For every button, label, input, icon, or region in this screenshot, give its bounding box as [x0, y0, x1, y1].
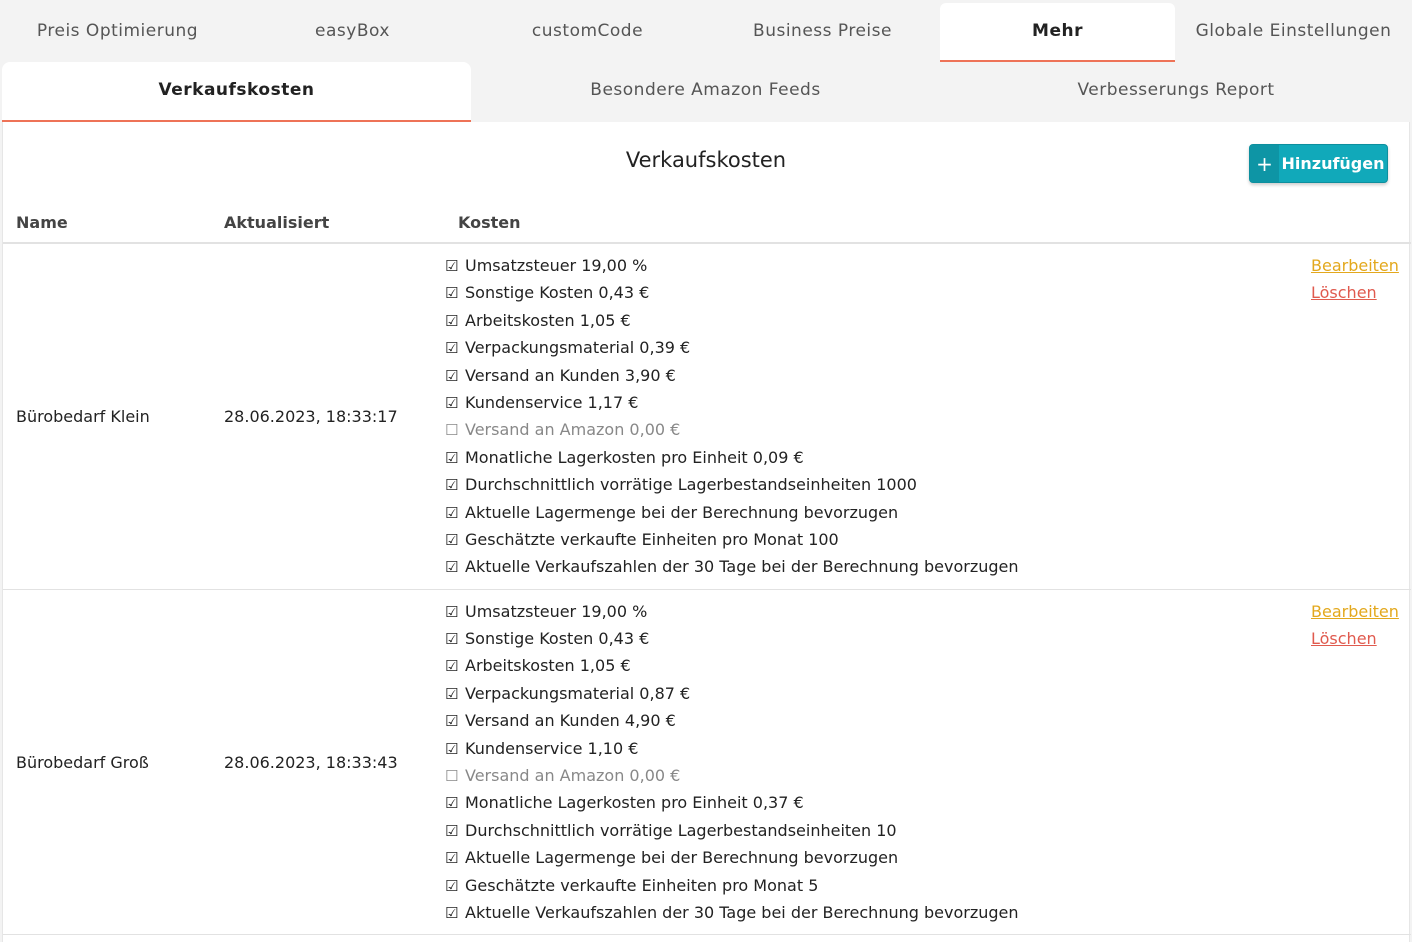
top-tab-bar: [0, 0, 1412, 62]
cost-item-text: Verpackungsmaterial 0,87 €: [465, 683, 691, 703]
cost-item-text: Aktuelle Lagermenge bei der Berechnung bevorzugen: [465, 848, 899, 868]
table-header-row: [3, 202, 1411, 243]
row-costs: [445, 589, 1298, 935]
cost-item-text: Durchschnittlich vorrätige Lagerbestandseinheiten 10: [465, 820, 897, 840]
checked-box-icon: ☑: [445, 684, 459, 703]
cost-item-text: Versand an Amazon 0,00 €: [465, 420, 681, 440]
cost-item-text: Aktuelle Lagermenge bei der Berechnung bevorzugen: [465, 502, 899, 522]
checked-box-icon: ☑: [445, 630, 459, 649]
cost-item-text: Monatliche Lagerkosten pro Einheit 0,09 €: [465, 447, 804, 467]
checked-box-icon: ☑: [445, 503, 459, 522]
cost-item: [445, 844, 1298, 871]
table-row: [3, 589, 1411, 935]
cost-item: [445, 334, 1298, 361]
cost-item-text: Kundenservice 1,17 €: [465, 392, 639, 412]
cost-item: [445, 817, 1298, 844]
cost-item-text: Sonstige Kosten 0,43 €: [465, 629, 650, 649]
cost-item: [445, 553, 1298, 580]
top-tab-globale-einstellungen[interactable]: Globale Einstellungen: [1195, 21, 1392, 41]
delete-link[interactable]: Löschen: [1311, 628, 1377, 648]
cost-item-text: Arbeitskosten 1,05 €: [465, 310, 631, 330]
cost-item: [445, 680, 1298, 707]
cost-item: [445, 652, 1298, 679]
edit-link[interactable]: Bearbeiten: [1311, 256, 1399, 275]
header-name: Name: [3, 202, 211, 243]
cost-item-text: Umsatzsteuer 19,00 %: [465, 256, 648, 275]
checked-box-icon: ☑: [445, 657, 459, 676]
checked-box-icon: ☑: [445, 558, 459, 577]
row-costs: [445, 243, 1298, 589]
cost-item: [445, 499, 1298, 526]
sub-tab-verkaufskosten[interactable]: Verkaufskosten: [2, 62, 471, 122]
checked-box-icon: ☑: [445, 257, 459, 275]
cost-item-text: Aktuelle Verkaufszahlen der 30 Tage bei der Berechnung bevorzugen: [465, 557, 1019, 577]
cost-item-text: Versand an Kunden 4,90 €: [465, 711, 676, 731]
plus-icon: +: [1250, 145, 1279, 182]
top-tab-mehr[interactable]: Mehr: [940, 3, 1175, 62]
row-name: Bürobedarf Klein: [3, 243, 211, 589]
checked-box-icon: ☑: [445, 602, 459, 621]
checked-box-icon: ☑: [445, 393, 459, 412]
cost-item: [445, 625, 1298, 652]
header-updated: Aktualisiert: [211, 202, 445, 243]
table-row: [3, 243, 1411, 589]
cost-item-text: Durchschnittlich vorrätige Lagerbestandseinheiten 1000: [465, 475, 917, 495]
checked-box-icon: ☑: [445, 794, 459, 813]
add-button-label: Hinzufügen: [1281, 154, 1385, 173]
cost-item: [445, 362, 1298, 389]
cost-item: [445, 416, 1298, 443]
cost-item: [445, 279, 1298, 306]
cost-item: [445, 444, 1298, 471]
row-actions: [1298, 589, 1411, 935]
checked-box-icon: ☑: [445, 476, 459, 495]
top-tab-preis-optimierung[interactable]: Preis Optimierung: [36, 21, 199, 41]
sub-tab-verbesserungs-report[interactable]: Verbesserungs Report: [1077, 80, 1275, 100]
cost-item-text: Versand an Amazon 0,00 €: [465, 766, 681, 786]
delete-link[interactable]: Löschen: [1311, 283, 1377, 302]
top-tab-business-preise[interactable]: Business Preise: [753, 21, 892, 41]
unchecked-box-icon: ☐: [445, 767, 459, 786]
cost-item: [445, 526, 1298, 553]
checked-box-icon: ☑: [445, 849, 459, 868]
cost-item-text: Umsatzsteuer 19,00 %: [465, 601, 648, 621]
checked-box-icon: ☑: [445, 339, 459, 358]
checked-box-icon: ☑: [445, 903, 459, 922]
header-costs: Kosten: [445, 202, 1298, 243]
panel-title: Verkaufskosten: [625, 148, 787, 172]
unchecked-box-icon: ☐: [445, 421, 459, 440]
cost-item-text: Monatliche Lagerkosten pro Einheit 0,37 €: [465, 793, 804, 813]
cost-item-text: Sonstige Kosten 0,43 €: [465, 283, 650, 303]
top-tab-customcode[interactable]: customCode: [531, 21, 644, 41]
checked-box-icon: ☑: [445, 712, 459, 731]
row-updated: 28.06.2023, 18:33:43: [211, 589, 445, 935]
cost-item-text: Verpackungsmaterial 0,39 €: [465, 338, 691, 358]
cost-item: [445, 252, 1298, 279]
checked-box-icon: ☑: [445, 739, 459, 758]
cost-item: [445, 735, 1298, 762]
cost-item-text: Geschätzte verkaufte Einheiten pro Monat 100: [465, 529, 839, 549]
checked-box-icon: ☑: [445, 876, 459, 895]
cost-item: [445, 389, 1298, 416]
cost-item: [445, 598, 1298, 625]
costs-table: [3, 202, 1411, 935]
cost-item: [445, 307, 1298, 334]
sub-tab-besondere-amazon-feeds[interactable]: Besondere Amazon Feeds: [590, 80, 821, 100]
cost-item-text: Kundenservice 1,10 €: [465, 738, 639, 758]
cost-item-text: Arbeitskosten 1,05 €: [465, 656, 631, 676]
cost-item: [445, 872, 1298, 899]
row-actions: [1298, 243, 1411, 589]
checked-box-icon: ☑: [445, 311, 459, 330]
row-updated: 28.06.2023, 18:33:17: [211, 243, 445, 589]
checked-box-icon: ☑: [445, 366, 459, 385]
cost-item-text: Geschätzte verkaufte Einheiten pro Monat 5: [465, 875, 819, 895]
add-button[interactable]: [1249, 144, 1388, 183]
header-actions: [1298, 202, 1411, 243]
sub-tab-bar: [0, 62, 1412, 122]
row-name: Bürobedarf Groß: [3, 589, 211, 935]
content-panel: [2, 122, 1410, 942]
cost-item-text: Aktuelle Verkaufszahlen der 30 Tage bei der Berechnung bevorzugen: [465, 902, 1019, 922]
checked-box-icon: ☑: [445, 448, 459, 467]
checked-box-icon: ☑: [445, 530, 459, 549]
cost-item: [445, 471, 1298, 498]
edit-link[interactable]: Bearbeiten: [1311, 601, 1399, 621]
top-tab-easybox[interactable]: easyBox: [315, 21, 390, 41]
cost-item: [445, 899, 1298, 926]
checked-box-icon: ☑: [445, 284, 459, 303]
cost-item-text: Versand an Kunden 3,90 €: [465, 365, 676, 385]
cost-item: [445, 707, 1298, 734]
cost-item: [445, 762, 1298, 789]
checked-box-icon: ☑: [445, 821, 459, 840]
cost-item: [445, 789, 1298, 816]
